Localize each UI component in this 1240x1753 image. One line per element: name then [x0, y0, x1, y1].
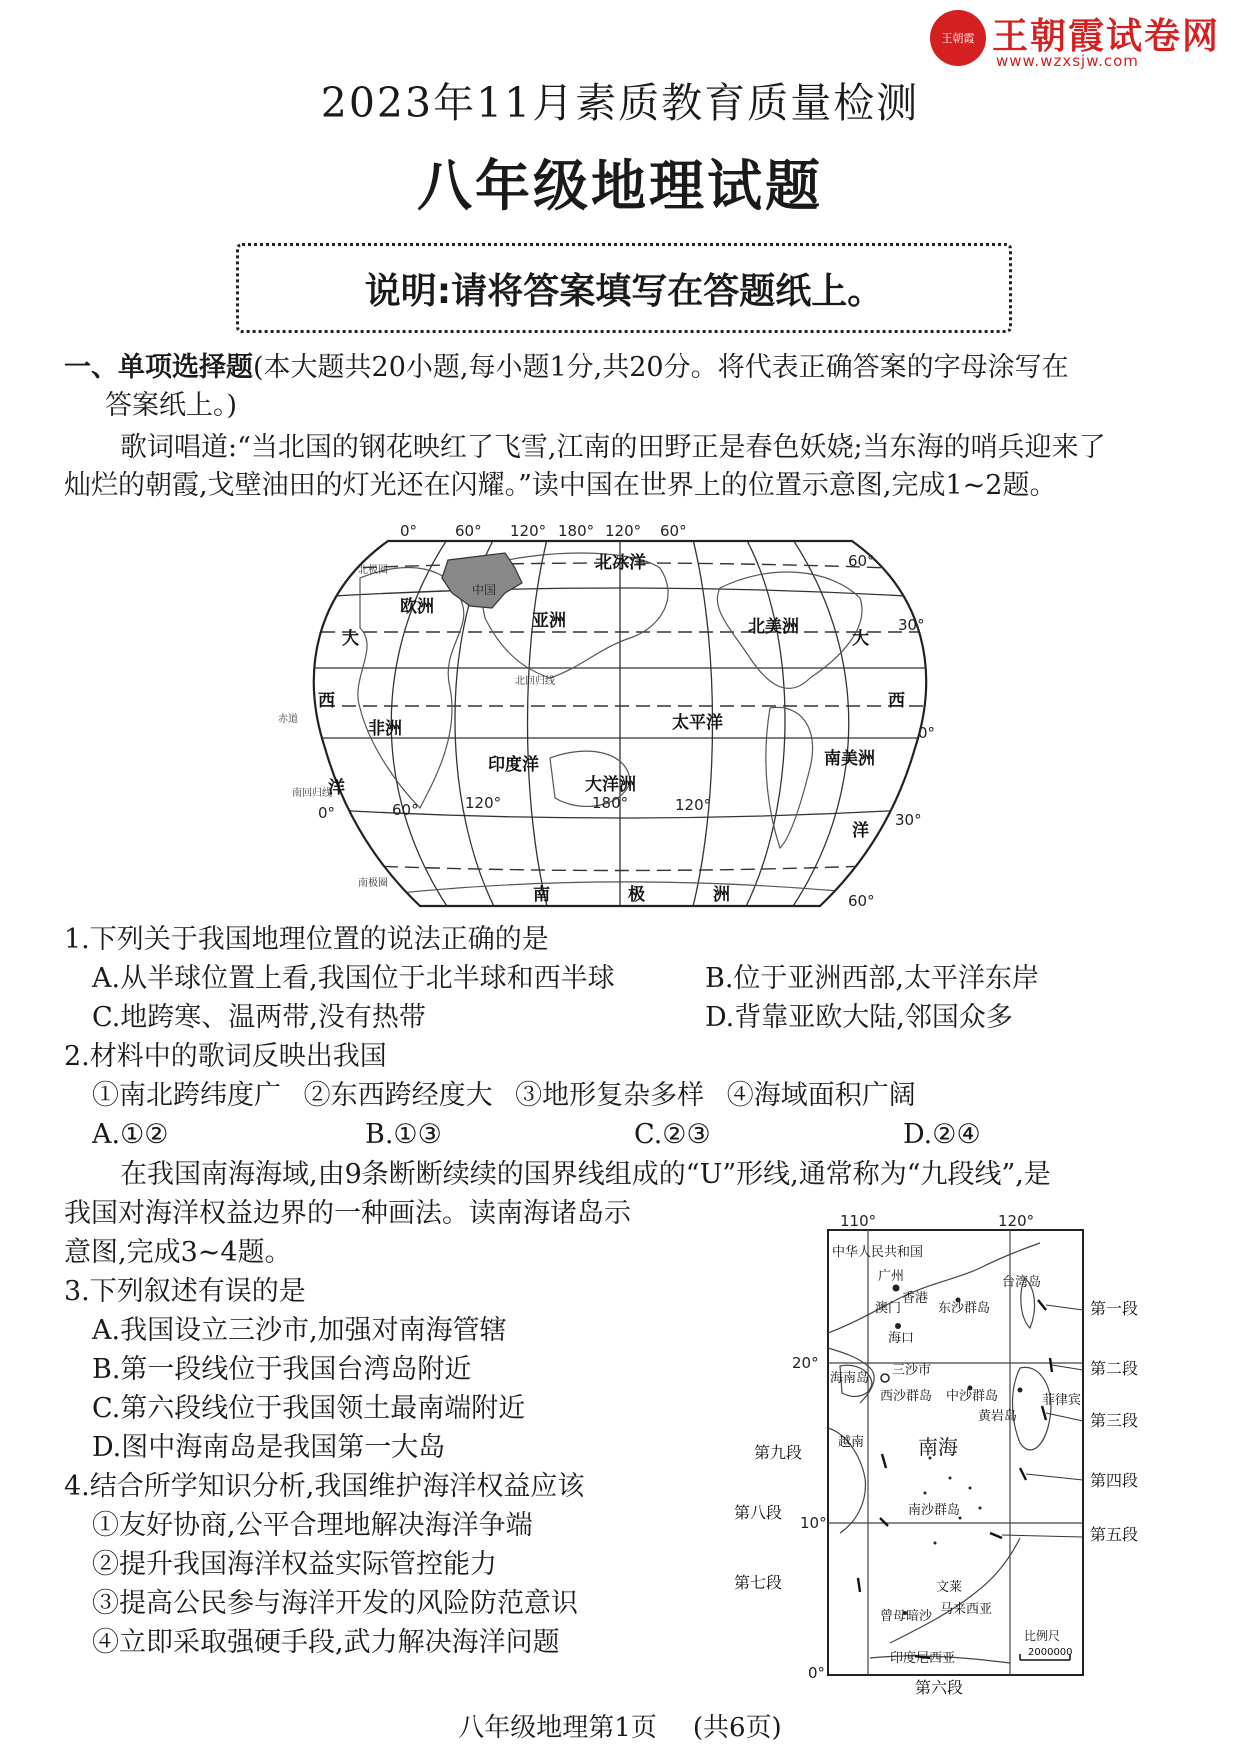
map-line-label: 赤道	[278, 714, 298, 725]
passage2-line1: 在我国南海海域,由9条断断续续的国界线组成的“U”形线,通常称为“九段线”,是	[120, 1159, 1051, 1190]
q2-option-a: A.①②	[92, 1119, 169, 1150]
scs-place-label: 海口	[888, 1331, 915, 1346]
scs-place-label: 印度尼西亚	[890, 1651, 956, 1666]
map-line-label: 南极圈	[358, 878, 388, 889]
top-tick-label: 60°	[455, 522, 482, 540]
scs-place-label: 文莱	[936, 1580, 963, 1595]
q2-option-b: B.①③	[365, 1119, 442, 1150]
scs-scale-bar	[1020, 1628, 1073, 1660]
scs-place-label: 香港	[902, 1291, 929, 1306]
scs-scale-label: 比例尺	[1024, 1629, 1061, 1643]
scs-place-label: 广州	[878, 1269, 905, 1284]
lat-label: 30°	[898, 616, 925, 634]
section-heading	[64, 350, 1069, 386]
q3-option-b: B.第一段线位于我国台湾岛附近	[92, 1354, 472, 1385]
instruction-text: 说明:请将答案填写在答题纸上。	[364, 271, 884, 312]
scs-sea-label: 南海	[918, 1435, 958, 1459]
south-china-sea-map	[720, 1188, 1140, 1698]
scs-place-label: 澳门	[875, 1301, 902, 1316]
scs-place-label: 海南岛	[830, 1371, 870, 1386]
city-dot-sansha	[881, 1374, 889, 1382]
section-desc-line1: (本大题共20小题,每小题1分,共20分。将代表正确答案的字母涂写在	[253, 352, 1069, 383]
q3-option-a: A.我国设立三沙市,加强对南海管辖	[92, 1315, 507, 1346]
scs-place-label: 西沙群岛	[880, 1389, 933, 1404]
map-atlantic-label: 大	[852, 629, 869, 649]
scs-lat-label: 0°	[808, 1664, 826, 1682]
lat-label: 60°	[848, 892, 875, 910]
scs-segment-label: 第三段	[1090, 1411, 1139, 1430]
scs-place-label: 黄岩岛	[978, 1409, 1018, 1424]
scs-scale-value: 2000000	[1028, 1647, 1073, 1658]
q1-option-a: A.从半球位置上看,我国位于北半球和西半球	[92, 963, 615, 994]
map-atlantic-label: 洋	[328, 778, 345, 798]
top-tick-label: 180°	[558, 522, 595, 540]
q2-stem: 2.材料中的歌词反映出我国	[64, 1041, 387, 1072]
scs-place-label: 中沙群岛	[946, 1389, 999, 1404]
bottom-tick-label: 0°	[318, 804, 336, 822]
scs-segment-label: 第四段	[1090, 1471, 1139, 1490]
q1-stem: 1.下列关于我国地理位置的说法正确的是	[64, 924, 549, 955]
scs-segment-label: 第八段	[734, 1503, 783, 1522]
city-dot-haikou	[895, 1323, 901, 1329]
map-continent-label: 北美洲	[748, 617, 799, 637]
lat-label: 0°	[918, 724, 936, 742]
lat-label: 60°	[848, 552, 875, 570]
scs-place-label: 南沙群岛	[908, 1503, 961, 1518]
footer-page: 八年级地理第1页	[458, 1713, 657, 1743]
q3-stem: 3.下列叙述有误的是	[64, 1276, 306, 1307]
scs-lat-label: 20°	[792, 1354, 819, 1372]
map-atlantic-label: 大	[342, 629, 359, 649]
map-continent-label: 南美洲	[824, 749, 875, 769]
map-line-label: 北极圈	[358, 565, 388, 576]
lat-label: 30°	[895, 811, 922, 829]
map-ocean-label: 印度洋	[488, 755, 539, 775]
q2-items: ①南北跨纬度广 ②东西跨经度大 ③地形复杂多样 ④海域面积广阔	[92, 1080, 916, 1111]
q4-option-4: ④立即采取强硬手段,武力解决海洋问题	[92, 1627, 560, 1658]
map-line-label: 南回归线	[292, 788, 332, 799]
map-atlantic-label: 西	[888, 691, 905, 711]
scs-place-label: 曾母暗沙	[880, 1609, 933, 1624]
scs-segment-label: 第六段	[915, 1678, 964, 1697]
scs-place-label: 三沙市	[892, 1363, 932, 1378]
bottom-tick-label: 120°	[465, 794, 502, 812]
scs-segment-label: 第五段	[1090, 1525, 1139, 1544]
city-dot-guangzhou	[893, 1285, 900, 1292]
logo-seal-text: 王朝霞	[941, 32, 975, 45]
map-line-label: 北回归线	[515, 676, 555, 687]
q4-stem: 4.结合所学知识分析,我国维护海洋权益应该	[64, 1471, 585, 1502]
island-dot	[979, 1507, 982, 1510]
passage1-line2: 灿烂的朝霞,戈壁油田的灯光还在闪耀。”读中国在世界上的位置示意图,完成1~2题。	[64, 470, 1057, 501]
passage2-line2: 我国对海洋权益边界的一种画法。读南海诸岛示	[64, 1198, 631, 1229]
map-continent-label: 非洲	[368, 719, 402, 739]
scs-lat-label: 10°	[800, 1514, 827, 1532]
top-tick-label: 60°	[660, 522, 687, 540]
logo-url: www.wzxsjw.com	[996, 52, 1139, 70]
passage2-line3: 意图,完成3~4题。	[64, 1237, 292, 1268]
bottom-tick-label: 60°	[392, 801, 419, 819]
map-atlantic-label: 洋	[852, 821, 869, 841]
logo-seal-icon	[930, 10, 986, 66]
top-tick-label: 120°	[510, 522, 547, 540]
map-continent-label: 亚洲	[532, 611, 566, 631]
exam-title: 2023年11月素质教育质量检测	[320, 79, 920, 127]
q4-option-2: ②提升我国海洋权益实际管控能力	[92, 1549, 497, 1580]
scs-place-label: 马来西亚	[940, 1602, 993, 1617]
map-ocean-label: 太平洋	[672, 713, 723, 733]
q4-option-1: ①友好协商,公平合理地解决海洋争端	[92, 1510, 533, 1541]
scs-lon-label: 110°	[840, 1212, 877, 1230]
page-footer	[0, 1707, 1240, 1744]
page-title: 八年级地理试题	[416, 154, 823, 218]
q3-option-c: C.第六段线位于我国领土最南端附近	[92, 1393, 526, 1424]
instruction-box	[236, 243, 1012, 333]
section-title: 一、单项选择题	[64, 352, 253, 383]
island-dot	[949, 1477, 952, 1480]
map-antarctica-label: 洲	[713, 885, 730, 905]
map-antarctica-label: 南	[533, 885, 550, 905]
scs-country-label: 中华人民共和国	[832, 1245, 924, 1260]
q2-option-d: D.②④	[903, 1119, 981, 1150]
scs-lon-label: 120°	[998, 1212, 1035, 1230]
map-china-label: 中国	[472, 583, 497, 597]
logo-name: 王朝霞试卷网	[992, 16, 1221, 57]
map-atlantic-label: 西	[318, 691, 335, 711]
bottom-tick-label: 120°	[675, 796, 712, 814]
scs-place-label: 越南	[838, 1435, 865, 1450]
passage1-line1: 歌词唱道:“当北国的钢花映红了飞雪,江南的田野正是春色妖娆;当东海的哨兵迎来了	[120, 432, 1106, 463]
q1-option-c: C.地跨寒、温两带,没有热带	[92, 1002, 426, 1033]
scs-place-label: 菲律宾	[1042, 1393, 1082, 1408]
bottom-tick-label: 180°	[592, 794, 629, 812]
scs-segment-label: 第二段	[1090, 1359, 1139, 1378]
q3-option-d: D.图中海南岛是我国第一大岛	[92, 1432, 446, 1463]
scs-segment-label: 第一段	[1090, 1299, 1139, 1318]
map-antarctica-label: 极	[628, 885, 645, 905]
section-desc-line2: 答案纸上。)	[105, 390, 238, 421]
top-tick-label: 120°	[605, 522, 642, 540]
q1-option-d: D.背靠亚欧大陆,邻国众多	[705, 1002, 1013, 1033]
scs-segment-label: 第七段	[734, 1573, 783, 1592]
site-logo	[930, 8, 1230, 70]
china-region	[442, 553, 522, 608]
map-ocean-label: 北冰洋	[595, 553, 646, 573]
map-continent-label: 欧洲	[400, 597, 434, 617]
island-dot	[969, 1487, 972, 1490]
map-continent-label: 大洋洲	[585, 775, 636, 795]
top-tick-label: 0°	[400, 522, 418, 540]
island-dot	[934, 1542, 937, 1545]
island-dot	[924, 1492, 927, 1495]
footer-total: (共6页)	[692, 1713, 782, 1743]
island-dot	[1018, 1388, 1023, 1393]
world-map	[278, 508, 940, 918]
scs-segment-label: 第九段	[754, 1443, 803, 1462]
scs-place-label: 东沙群岛	[938, 1301, 991, 1316]
q2-option-c: C.②③	[634, 1119, 711, 1150]
scs-place-label: 台湾岛	[1002, 1275, 1042, 1290]
q1-option-b: B.位于亚洲西部,太平洋东岸	[705, 963, 1040, 994]
q4-option-3: ③提高公民参与海洋开发的风险防范意识	[92, 1588, 578, 1619]
